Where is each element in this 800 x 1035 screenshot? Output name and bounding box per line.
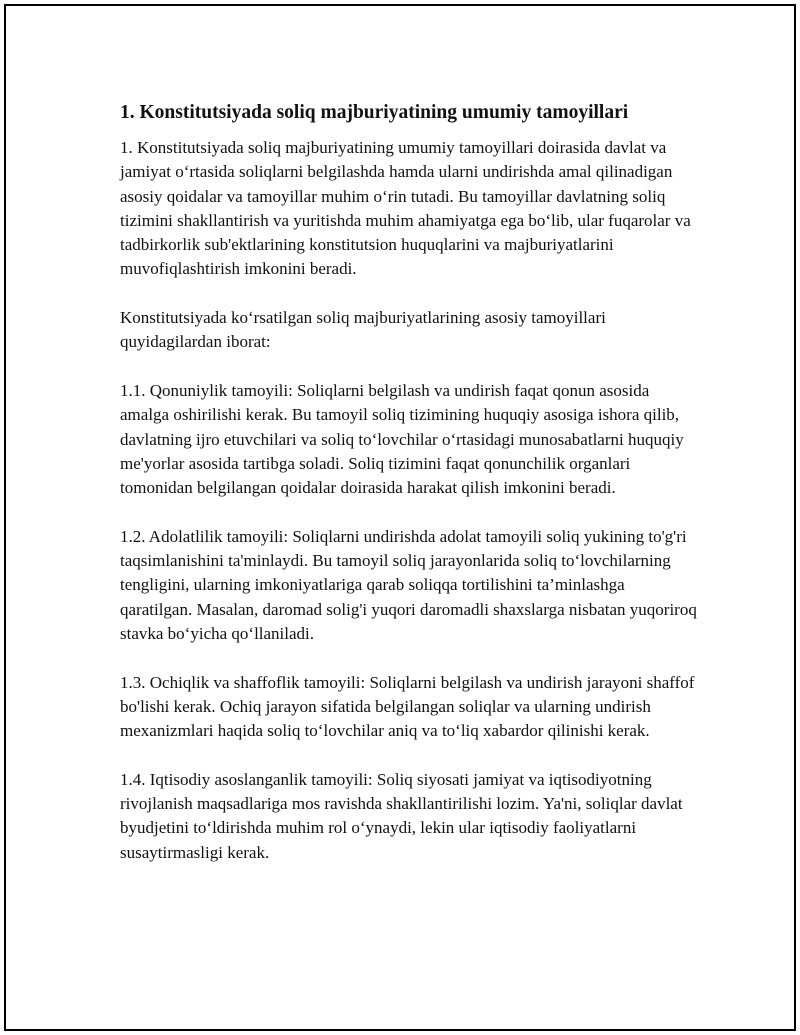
paragraph-legality-principle: 1.1. Qonuniylik tamoyili: Soliqlarni belgilash va undirish faqat qonun asosida amalga oshirilishi kerak. Bu tamoyil soliq tizimining huquqiy asosiga ishora qilib, davlatning ijro etuvchilari va soliq to‘lovchilar o‘rtasidagi munosabatlarni huquqiy me'yorlar asosida tartibga soladi. Soliq tizimini faqat qonunchilik organlari tomonidan belgilangan qoidalar doirasida harakat qilish imkonini beradi.: [120, 380, 684, 498]
paragraph-intro: 1. Konstitutsiyada soliq majburiyatining umumiy tamoyillari doirasida davlat va jamiyat o‘rtasida soliqlarni belgilashda hamda ularni undirishda amal qilinadigan asosiy qoidalar va tamoyillar muhim o‘rin tutadi. Bu tamoyillar davlatning soliq tizimini shakllantirish va yuritishda muhim ahamiyatga ega bo‘lib, ular fuqarolar va tadbirkorlik sub'ektlarining konstitutsion huquqlarini va majburiyatlarini muvofiqlashtirish imkonini beradi.: [120, 138, 691, 279]
document-heading: 1. Konstitutsiyada soliq majburiyatining umumiy tamoyillari: [120, 102, 629, 123]
paragraph-fairness-principle: 1.2. Adolatlilik tamoyili: Soliqlarni undirishda adolat tamoyili soliq yukining to'g'ri taqsimlanishini ta'minlaydi. Bu tamoyil soliq jarayonlarida soliq to‘lovchilarning tengligini, ularning imkoniyatlariga qarab soliqqa tortilishini ta’minlashga qaratilgan. Masalan, daromad solig'i yuqori daromadli shaxslarga nisbatan yuqoriroq stavka bo‘yicha qo‘llaniladi.: [120, 526, 697, 643]
page-frame: [4, 4, 796, 1031]
document-body: [120, 100, 700, 889]
paragraph-transparency-principle: 1.3. Ochiqlik va shaffoflik tamoyili: Soliqlarni belgilash va undirish jarayoni shaffof bo'lishi kerak. Ochiq jarayon sifatida belgilangan soliqlar va ularning undirish mexanizmlari haqida soliq to‘lovchilar aniq va to‘liq xabardor qilinishi kerak.: [120, 672, 695, 741]
paragraph-principles-list-intro: Konstitutsiyada ko‘rsatilgan soliq majburiyatlarining asosiy tamoyillari quyidagilardan iborat:: [120, 308, 606, 352]
paragraph-economic-justification-principle: 1.4. Iqtisodiy asoslanganlik tamoyili: Soliq siyosati jamiyat va iqtisodiyotning rivojlanish maqsadlariga mos ravishda shakllantirilishi lozim. Ya'ni, soliqlar davlat byudjetini to‘ldirishda muhim rol o‘ynaydi, lekin ular iqtisodiy faoliyatlarni susaytirmasligi kerak.: [120, 769, 683, 862]
